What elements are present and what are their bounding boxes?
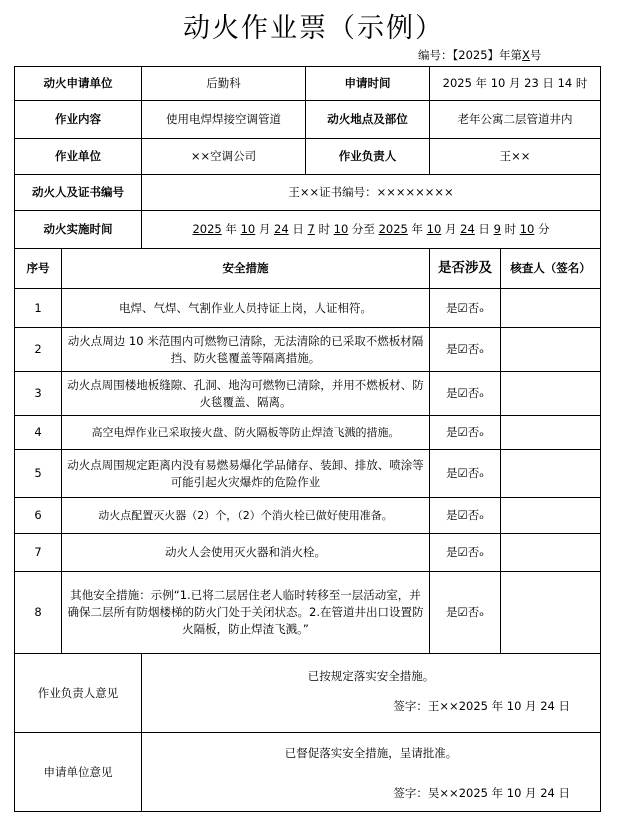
unit-opinion-label: 申请单位意见 — [15, 733, 142, 812]
leader-opinion-label: 作业负责人意见 — [15, 654, 142, 733]
document-number — [418, 47, 541, 63]
row-period — [15, 211, 601, 249]
measure-checker[interactable] — [501, 450, 601, 498]
measure-involved[interactable]: 是☑否ₒ — [430, 450, 501, 498]
measure-text: 动火点周围规定距离内没有易燃易爆化学品储存、装卸、排放、喷涂等可能引起火灾爆炸的危险作业 — [62, 450, 430, 498]
row-leader-opinion — [15, 654, 601, 733]
applicant-unit-value: 后勤科 — [142, 67, 306, 101]
unit-opinion-text: 已督促落实安全措施，呈请批准。 — [284, 746, 458, 760]
period-hour-word: 时 — [318, 222, 330, 237]
page-title: 动火作业票（示例） — [183, 13, 444, 44]
docno-label: 编号： — [418, 48, 453, 62]
period-start-day: 24 — [274, 222, 289, 237]
period-end-minute: 10 — [519, 222, 535, 237]
header-no: 序号 — [15, 249, 62, 289]
period-end-day: 24 — [460, 222, 475, 237]
location-value: 老年公寓二层管道井内 — [430, 101, 601, 139]
measure-no: 7 — [15, 534, 62, 572]
measure-text: 其他安全措施：示例“1.已将二层居住老人临时转移至一层活动室，并确保二层所有防烟楼梯的防火门处于关闭状态。2.在管道井出口设置防火隔板，防止焊渣飞溅。” — [62, 572, 430, 654]
measure-row — [15, 450, 601, 498]
work-permit-table — [14, 66, 601, 812]
period-month-word: 月 — [258, 222, 271, 237]
docno-year: 【2025】 — [452, 48, 500, 62]
fire-person-label: 动火人及证书编号 — [15, 175, 142, 211]
unit-signature: 签字：吴××2025 年 10 月 24 日 — [393, 786, 571, 800]
applicant-unit-label: 动火申请单位 — [15, 67, 142, 101]
measure-no: 3 — [15, 372, 62, 416]
location-label: 动火地点及部位 — [306, 101, 430, 139]
period-start-month: 10 — [240, 222, 256, 237]
period-end-year: 2025 — [378, 222, 408, 237]
measure-involved[interactable]: 是☑否ₒ — [430, 328, 501, 372]
docno-no: X — [522, 48, 530, 62]
measure-row — [15, 498, 601, 534]
period-day-word: 日 — [292, 222, 304, 237]
measure-checker[interactable] — [501, 372, 601, 416]
measure-no: 4 — [15, 416, 62, 450]
period-start-minute: 10 — [333, 222, 349, 237]
measure-checker[interactable] — [501, 534, 601, 572]
work-unit-value: ××空调公司 — [142, 139, 306, 175]
period-month-word-2: 月 — [444, 222, 457, 237]
fire-person-value: 王××证书编号：×××××××× — [142, 175, 601, 211]
measure-row — [15, 534, 601, 572]
measure-row — [15, 572, 601, 654]
row-applicant — [15, 67, 601, 101]
measure-text: 动火点周围楼地板缝隙、孔洞、地沟可燃物已清除，并用不燃板材、防火毯覆盖、隔离。 — [62, 372, 430, 416]
measure-involved[interactable]: 是☑否ₒ — [430, 372, 501, 416]
measure-checker[interactable] — [501, 572, 601, 654]
row-fire-person — [15, 175, 601, 211]
period-end-month: 10 — [426, 222, 442, 237]
docno-year-suffix: 年第 — [499, 48, 523, 62]
measure-checker[interactable] — [501, 416, 601, 450]
period-label: 动火实施时间 — [15, 211, 142, 249]
work-content-value: 使用电焊焊接空调管道 — [142, 101, 306, 139]
leader-opinion-text: 已按规定落实安全措施。 — [307, 669, 435, 683]
apply-time-value: 2025 年 10 月 23 日 14 时 — [430, 67, 601, 101]
measure-row — [15, 416, 601, 450]
measure-text: 电焊、气焊、气割作业人员持证上岗，人证相符。 — [62, 289, 430, 328]
leader-opinion-cell[interactable] — [142, 654, 601, 733]
period-to-word: 分至 — [351, 222, 375, 237]
measure-no: 5 — [15, 450, 62, 498]
measure-involved[interactable]: 是☑否ₒ — [430, 534, 501, 572]
apply-time-label: 申请时间 — [306, 67, 430, 101]
measure-text: 动火点周边 10 米范围内可燃物已清除，无法清除的已采取不燃板材隔挡、防火毯覆盖等隔离措施。 — [62, 328, 430, 372]
period-hour-word-2: 时 — [504, 222, 517, 237]
work-unit-label: 作业单位 — [15, 139, 142, 175]
measure-text: 动火人会使用灭火器和消火栓。 — [62, 534, 430, 572]
period-year-word: 年 — [225, 222, 237, 237]
measure-text: 高空电焊作业已采取接火盘、防火隔板等防止焊渣飞溅的措施。 — [62, 416, 430, 450]
measures-header-row — [15, 249, 601, 289]
header-checker: 核查人（签名） — [501, 249, 601, 289]
measure-no: 6 — [15, 498, 62, 534]
period-year-word-2: 年 — [411, 222, 424, 237]
docno-suffix: 号 — [529, 48, 542, 62]
row-work-content — [15, 101, 601, 139]
period-day-word-2: 日 — [478, 222, 490, 237]
measure-row — [15, 289, 601, 328]
measure-involved[interactable]: 是☑否ₒ — [430, 416, 501, 450]
header-measure: 安全措施 — [62, 249, 430, 289]
unit-opinion-cell[interactable] — [142, 733, 601, 812]
measure-checker[interactable] — [501, 289, 601, 328]
measure-involved[interactable]: 是☑否ₒ — [430, 289, 501, 328]
work-content-label: 作业内容 — [15, 101, 142, 139]
measure-no: 8 — [15, 572, 62, 654]
work-leader-value: 王×× — [430, 139, 601, 175]
period-start-hour: 7 — [307, 222, 315, 237]
work-leader-label: 作业负责人 — [306, 139, 430, 175]
measure-text: 动火点配置灭火器（2）个，（2）个消火栓已做好使用准备。 — [62, 498, 430, 534]
measure-no: 1 — [15, 289, 62, 328]
period-start-year: 2025 — [192, 222, 222, 237]
measure-involved[interactable]: 是☑否ₒ — [430, 572, 501, 654]
measure-checker[interactable] — [501, 498, 601, 534]
measure-no: 2 — [15, 328, 62, 372]
measure-checker[interactable] — [501, 328, 601, 372]
period-value — [142, 211, 601, 249]
period-end-hour: 9 — [493, 222, 501, 237]
period-minute-word: 分 — [538, 222, 550, 237]
measure-row — [15, 372, 601, 416]
row-work-unit — [15, 139, 601, 175]
header-involved: 是否涉及 — [430, 249, 501, 289]
measure-row — [15, 328, 601, 372]
leader-signature: 签字：王××2025 年 10 月 24 日 — [393, 699, 571, 713]
measure-involved[interactable]: 是☑否ₒ — [430, 498, 501, 534]
row-unit-opinion — [15, 733, 601, 812]
